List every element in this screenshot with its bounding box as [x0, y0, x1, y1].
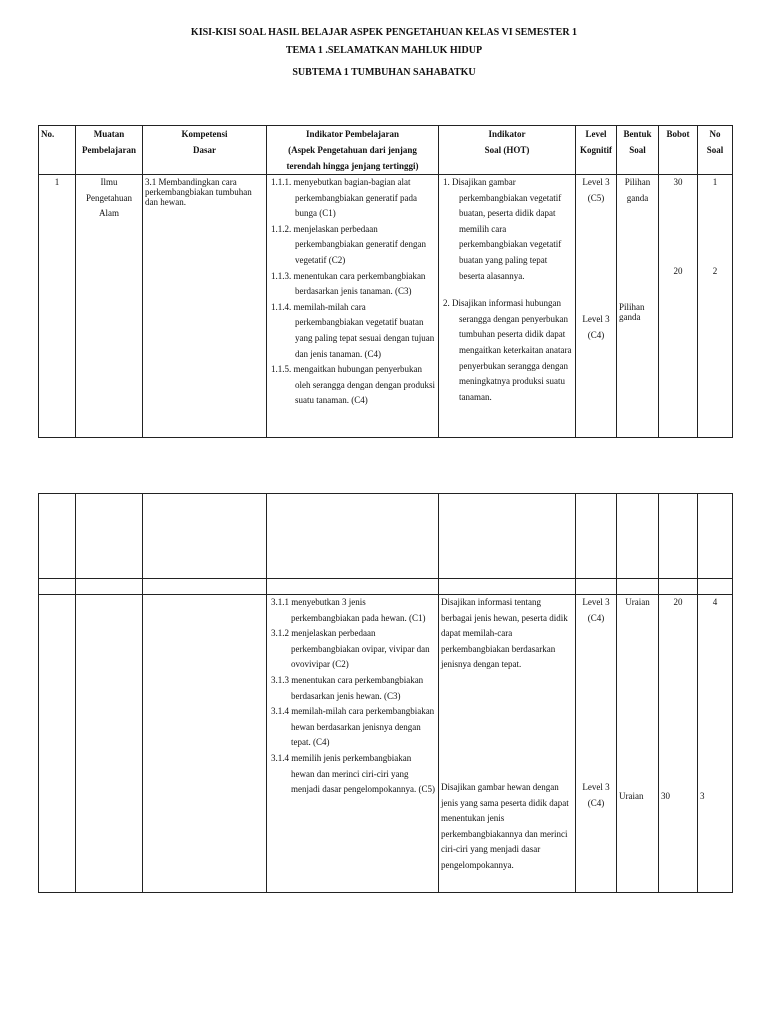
row-no: 1: [39, 175, 76, 438]
indikator-soal-cell: [439, 595, 576, 893]
level-cell: Level 3 (C5) Level 3 (C4): [576, 175, 617, 438]
table-row: [39, 175, 733, 438]
indicator-item: 3.1.4 memilih jenis perkembangbiakan hewan dan merinci ciri-ciri yang menjadi dasar pengelompokannya. (C5): [271, 752, 435, 795]
document-title: KISI-KISI SOAL HASIL BELAJAR ASPEK PENGETAHUAN KELAS VI SEMESTER 1: [190, 27, 578, 38]
bobot-cell: 30 20: [659, 175, 698, 438]
indikator-soal-cell: [439, 175, 576, 438]
header-level: Level Kognitif: [576, 126, 617, 175]
header-bentuk: Bentuk Soal: [617, 126, 659, 175]
indicator-item: 1.1.4. memilah-milah cara perkembangbiakan vegetatif buatan yang paling tepat sesuai dengan tujuan dan jenis tanaman. (C4): [271, 301, 435, 359]
indicator-item: 3.1.4 memilah-milah cara perkembangbiakan hewan berdasarkan jenisnya dengan tepat. (C4): [271, 706, 435, 748]
kisi-kisi-table-2: [38, 493, 733, 893]
header-no: No.: [39, 126, 76, 175]
table-header-row: [39, 126, 733, 175]
bentuk-soal-cell: Pilihan ganda Pilihan ganda: [617, 175, 659, 438]
question-indicator: 1. Disajikan gambar perkembangbiakan vegetatif buatan, peserta didik dapat memilih cara perkembangbiakan vegetatif buatan yang paling tepat beserta alasannya.: [443, 177, 562, 281]
kisi-kisi-table-1: [38, 125, 733, 438]
indicator-item: 1.1.3. menentukan cara perkembangbiakan berdasarkan jenis tanaman. (C3): [271, 270, 426, 297]
theme-title: TEMA 1 .SELAMATKAN MAHLUK HIDUP: [285, 45, 483, 56]
bentuk-soal-cell: Uraian Uraian: [617, 595, 659, 893]
question-indicator: Disajikan informasi tentang berbagai jenis hewan, peserta didik dapat memilah-cara perkembangbiakan berdasarkan jenisnya dengan tepat.: [441, 597, 568, 670]
no-soal-cell: 1 2: [698, 175, 733, 438]
subtheme-title: SUBTEMA 1 TUMBUHAN SAHABATKU: [292, 67, 476, 78]
indicator-item: 1.1.2. menjelaskan perbedaan perkembangbiakan generatif dengan vegetatif (C2): [271, 223, 426, 265]
level-cell: Level 3 (C4) Level 3 (C4): [576, 595, 617, 893]
table-row: [39, 595, 733, 893]
indicator-item: 3.1.1 menyebutkan 3 jenis perkembangbiakan pada hewan. (C1): [271, 597, 426, 623]
muatan-cell: Ilmu Pengetahuan Alam: [76, 175, 143, 438]
header-kompetensi: Kompetensi Dasar: [143, 126, 267, 175]
header-indikator-pembelajaran: Indikator Pembelajaran (Aspek Pengetahuan dari jenjang terendah hingga jenjang tertinggi): [267, 126, 439, 175]
indicator-item: 1.1.5. mengaitkan hubungan penyerbukan oleh serangga dengan dengan produksi suatu tanaman. (C4): [271, 364, 435, 406]
kompetensi-dasar-cell: 3.1 Membandingkan cara perkembangbiakan tumbuhan dan hewan.: [143, 175, 267, 438]
empty-row: [39, 494, 733, 579]
header-indikator-soal: Indikator Soal (HOT): [439, 126, 576, 175]
question-indicator: Disajikan gambar hewan dengan jenis yang sama peserta didik dapat menentukan jenis perkembangbiakannya dan merinci ciri-ciri yang menjadi dasar pengelompokannya.: [441, 781, 569, 870]
no-soal-cell: 4 3: [698, 595, 733, 893]
empty-row: [39, 579, 733, 595]
question-indicator: 2. Disajikan informasi hubungan serangga dengan penyerbukan tumbuhan peserta didik dapat mengaitkan keterkaitan anatara penyerbukan serangga dengan meningkatnya produksi suatu tanaman.: [443, 298, 572, 402]
indikator-pembelajaran-cell: [267, 595, 439, 893]
indikator-pembelajaran-cell: [267, 175, 439, 438]
header-no-soal: No Soal: [698, 126, 733, 175]
bobot-cell: 20 30: [659, 595, 698, 893]
indicator-item: 3.1.2 menjelaskan perbedaan perkembangbiakan ovipar, vivipar dan ovovivipar (C2): [271, 628, 430, 670]
indicator-item: 1.1.1. menyebutkan bagian-bagian alat perkembangbiakan generatif pada bunga (C1): [271, 177, 417, 219]
indicator-item: 3.1.3 menentukan cara perkembangbiakan berdasarkan jenis hewan. (C3): [271, 674, 424, 701]
header-muatan: Muatan Pembelajaran: [76, 126, 143, 175]
header-bobot: Bobot: [659, 126, 698, 175]
